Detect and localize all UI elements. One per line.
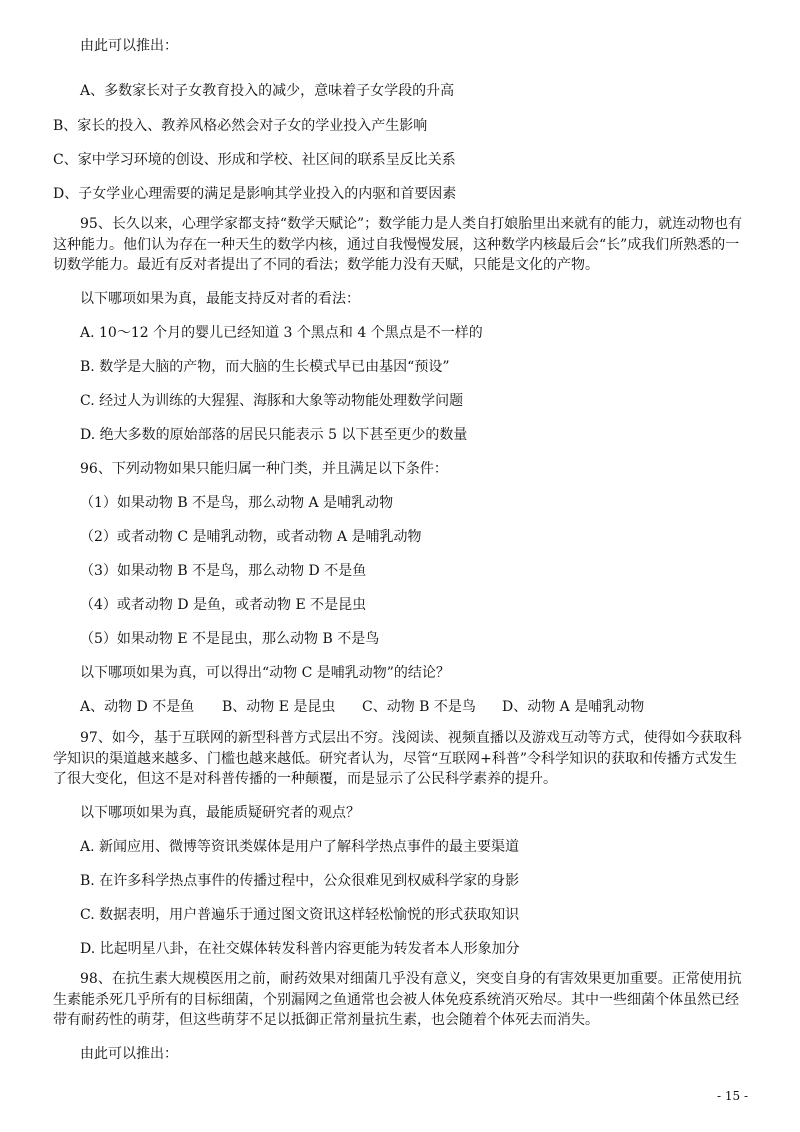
- question-95-option-b: B. 数学是大脑的产物，而大脑的生长模式早已由基因“预设”: [80, 359, 450, 375]
- question-96-text: 96、下列动物如果只能归属一种门类，并且满足以下条件：: [80, 461, 448, 477]
- question-97-option-b: B. 在许多科学热点事件的传播过程中，公众很难见到权威科学家的身影: [80, 873, 520, 889]
- question-96-option-c: C、动物 B 不是鸟: [362, 699, 476, 715]
- option-a: A、多数家长对子女教育投入的减少，意味着子女学段的升高: [80, 83, 455, 99]
- question-97-option-a: A. 新闻应用、微博等资讯类媒体是用户了解科学热点事件的最主要渠道: [80, 839, 520, 855]
- question-95-option-d: D. 绝大多数的原始部落的居民只能表示 5 以下甚至更少的数量: [80, 427, 468, 443]
- question-95-option-c: C. 经过人为训练的大猩猩、海豚和大象等动物能处理数学问题: [80, 393, 464, 409]
- question-95-option-a: A. 10～12 个月的婴儿已经知道 3 个黑点和 4 个黑点是不一样的: [80, 325, 483, 341]
- condition-2: （2）或者动物 C 是哺乳动物，或者动物 A 是哺乳动物: [80, 529, 422, 545]
- question-96-prompt: 以下哪项如果为真，可以得出“动物 C 是哺乳动物”的结论？: [80, 665, 450, 681]
- question-stem: 由此可以推出：: [80, 38, 178, 54]
- question-95-text: 95、长久以来，心理学家都支持“数学天赋论”；数学能力是人类自打娘胎里出来就有的能力，就连动物也有这种能力。他们认为存在一种天生的数学内核，通过自我慢慢发展，这种数学内核最后会“长”成我们所熟悉的一切数学能力。最近有反对者提出了不同的看法；数学能力没有天赋，只能是文化的产物。: [53, 216, 743, 273]
- question-95-prompt: 以下哪项如果为真，最能支持反对者的看法：: [80, 291, 360, 307]
- question-96-option-b: B、动物 E 是昆虫: [222, 699, 336, 715]
- condition-3: （3）如果动物 B 不是鸟，那么动物 D 不是鱼: [80, 563, 367, 579]
- question-98-text: 98、在抗生素大规模医用之前，耐药效果对细菌几乎没有意义，突变自身的有害效果更加重要。正常使用抗生素能杀死几乎所有的目标细菌，个别漏网之鱼通常也会被人体免疫系统消灭殆尽。其中一些细菌个体虽然已经带有耐药性的萌芽，但这些萌芽不足以抵御正常剂量抗生素，也会随着个体死去而消失。: [53, 971, 742, 1028]
- condition-5: （5）如果动物 E 不是昆虫，那么动物 B 不是鸟: [80, 631, 380, 647]
- page-number: - 15 -: [716, 1089, 748, 1103]
- question-97-prompt: 以下哪项如果为真，最能质疑研究者的观点？: [80, 805, 360, 821]
- option-b: B、家长的投入、教养风格必然会对子女的学业投入产生影响: [53, 118, 428, 134]
- question-97-option-d: D. 比起明星八卦，在社交媒体转发科普内容更能为转发者本人形象加分: [80, 941, 520, 957]
- question-97-text: 97、如今，基于互联网的新型科普方式层出不穷。浅阅读、视频直播以及游戏互动等方式，使得如今获取科学知识的渠道越来越多、门槛也越来越低。研究者认为，尽管“互联网+科普”令科学知识的获取和传播方式发生了很大变化，但这不是对科普传播的一种颠覆，而是显示了公民科学素养的提升。: [53, 730, 742, 787]
- condition-4: （4）或者动物 D 是鱼，或者动物 E 不是昆虫: [80, 597, 367, 613]
- question-97-option-c: C. 数据表明，用户普遍乐于通过图文资讯这样轻松愉悦的形式获取知识: [80, 907, 520, 923]
- question-96-options: [80, 697, 644, 717]
- question-96-option-d: D、动物 A 是哺乳动物: [502, 699, 645, 715]
- condition-1: （1）如果动物 B 不是鸟，那么动物 A 是哺乳动物: [80, 495, 394, 511]
- question-96-option-a: A、动物 D 不是鱼: [80, 699, 195, 715]
- option-c: C、家中学习环境的创设、形成和学校、社区间的联系呈反比关系: [53, 152, 456, 168]
- question-98-prompt: 由此可以推出：: [80, 1046, 178, 1062]
- option-d: D、子女学业心理需要的满足是影响其学业投入的内驱和首要因素: [53, 186, 457, 202]
